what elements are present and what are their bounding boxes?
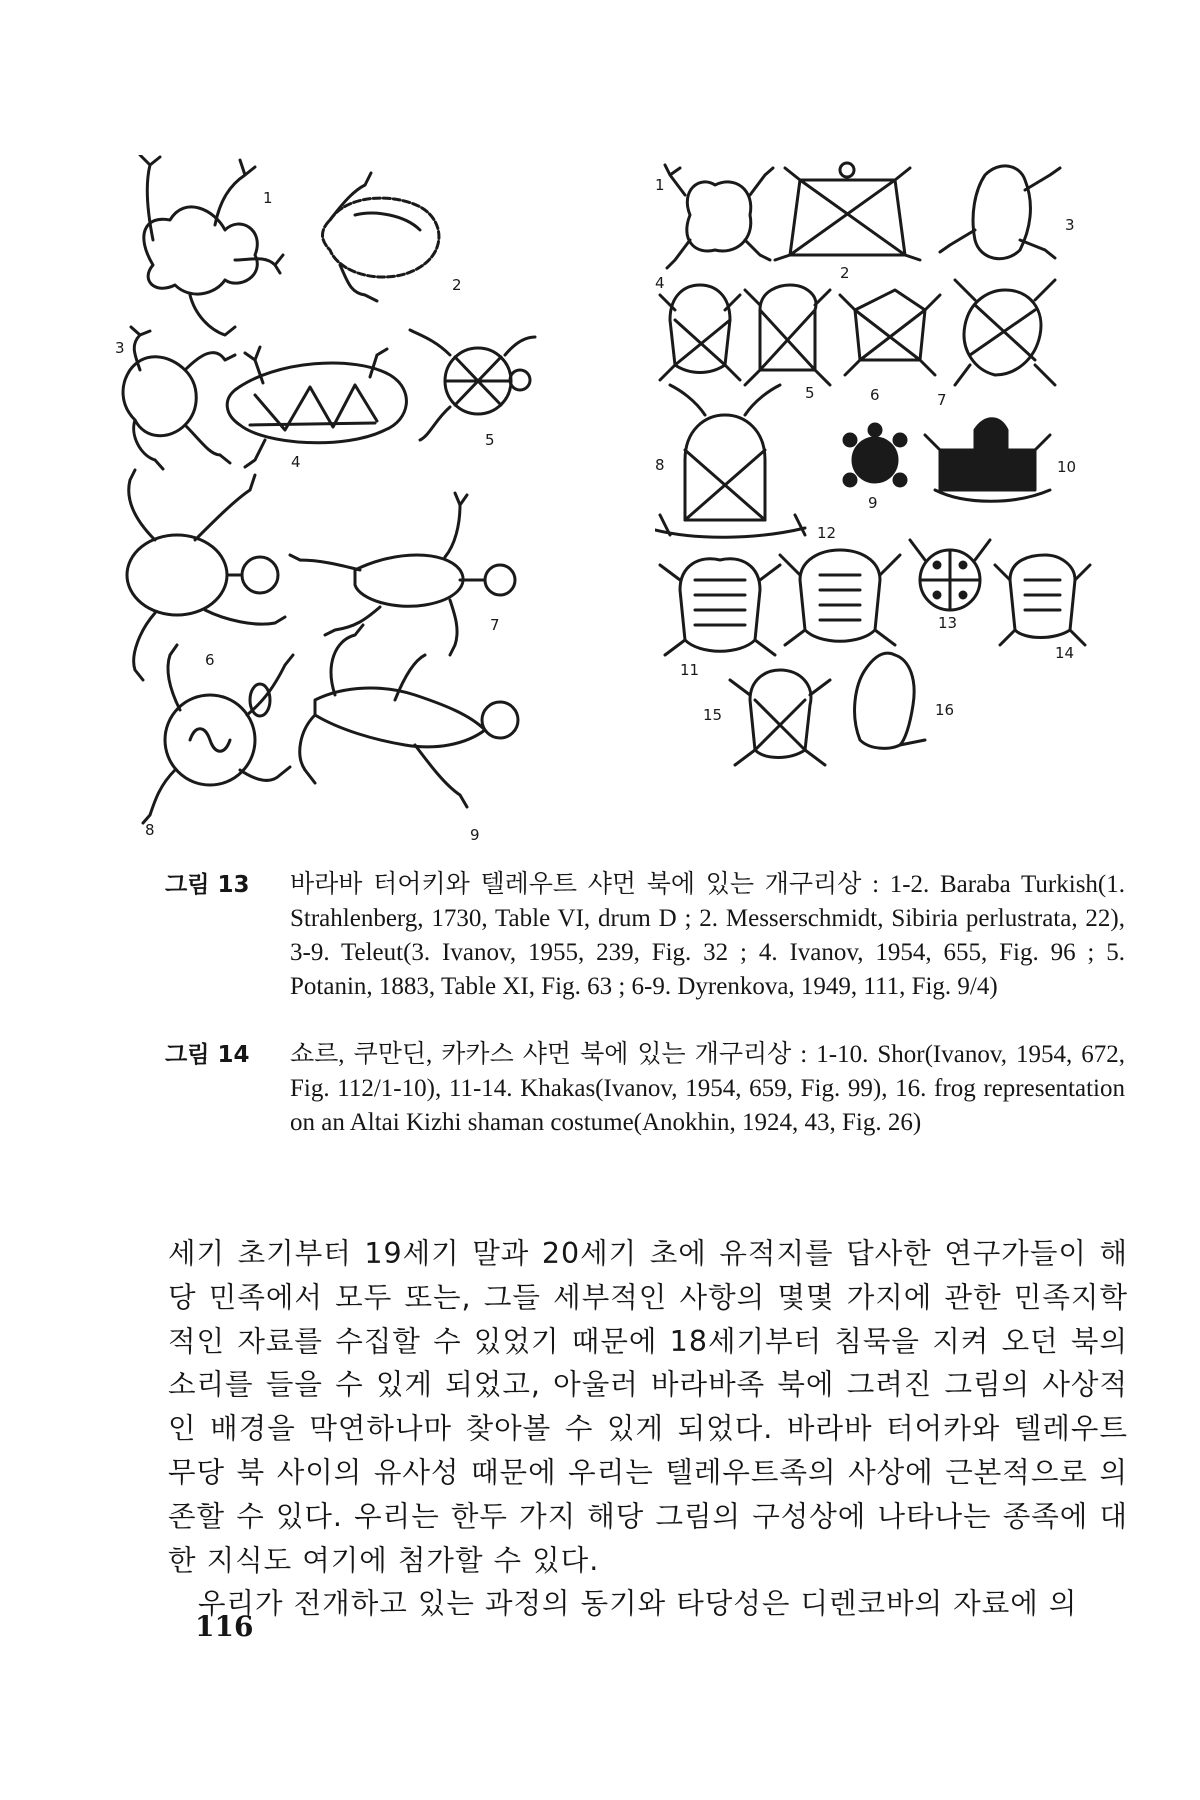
frog-drawing-7 bbox=[290, 493, 515, 655]
body-paragraph: 세기 초기부터 19세기 말과 20세기 초에 유적지를 답사한 연구가들이 해당 민족에서 모두 또는, 그들 세부적인 사항의 몇몇 가지에 관한 민족지학적인 자료를 수집할 수 있었기 때문에 18세기부터 침묵을 지켜 오던 북의 소리를 들을 수 있게 되었고, 아울러 바라바족 북에 그려진 그림의 사상적인 배경을 막연하나마 찾아볼 수 있게 되었다. 바라바 터어카와 텔레우트 무당 북 사이의 유사성 때문에 우리는 텔레우트족의 사상에 근본적으로 의존할 수 있다. 우리는 한두 가지 해당 그림의 구성상에 나타나는 종족에 대한 지식도 여기에 첨가할 수 있다. bbox=[168, 1237, 1128, 1577]
figure-13-number: 7 bbox=[490, 616, 500, 634]
figure-13-number: 5 bbox=[485, 431, 495, 449]
figure-14-drawings bbox=[655, 160, 1145, 840]
frog-drawing-5 bbox=[410, 330, 535, 440]
frog-drawing-2 bbox=[323, 173, 439, 301]
figure-13-number: 4 bbox=[291, 453, 301, 471]
frog-drawing-7 bbox=[955, 280, 1055, 385]
figure-caption-14 bbox=[165, 1038, 1125, 1140]
frog-drawing-2 bbox=[775, 163, 920, 260]
figure-caption-13 bbox=[165, 868, 1125, 1004]
figure-14-number: 6 bbox=[870, 386, 880, 404]
figure-14-number: 16 bbox=[935, 701, 955, 719]
figure-14-number: 2 bbox=[840, 264, 850, 282]
figure-label-13: 그림 13 bbox=[165, 872, 250, 898]
figure-14-number: 3 bbox=[1065, 216, 1075, 234]
frog-drawing-4 bbox=[227, 347, 406, 467]
frog-drawing-15 bbox=[730, 670, 830, 765]
figure-13-number: 2 bbox=[452, 276, 462, 294]
figure-14-number: 13 bbox=[938, 614, 958, 632]
figure-14-number: 4 bbox=[655, 274, 665, 292]
frog-drawing-11 bbox=[660, 559, 780, 655]
body-text bbox=[168, 1232, 1128, 1626]
figure-caption-text: 바라바 터어키와 텔레우트 샤먼 북에 있는 개구리상 : 1-2. Baraba Turkish(1. Strahlenberg, 1730, Table VI, drum D ; 2. Messerschmidt, Sibiria perlustrata, 22), 3-9. Teleut(3. Ivanov, 1955, 239, Fig. 32 ; 4. Ivanov, 1954, 655, Fig. 96 ; 5. Potanin, 1883, Table XI, Fig. 63 ; 6-9. Dyrenkova, 1949, 111, Fig. 9/4) bbox=[290, 871, 1125, 1000]
frog-drawing-6 bbox=[840, 290, 940, 375]
frog-drawing-13 bbox=[910, 540, 990, 610]
frog-drawing-16 bbox=[855, 653, 925, 748]
body-paragraph: 우리가 전개하고 있는 과정의 동기와 타당성은 디렌코바의 자료에 의 bbox=[198, 1587, 1078, 1621]
figure-14-number: 11 bbox=[680, 661, 700, 679]
frog-drawing-9 bbox=[844, 424, 906, 486]
frog-drawing-8 bbox=[655, 385, 805, 537]
figure-14-number: 7 bbox=[937, 391, 947, 409]
frog-drawing-8 bbox=[143, 645, 293, 823]
figure-14-number: 10 bbox=[1057, 458, 1077, 476]
figure-13-drawings bbox=[115, 155, 580, 855]
frog-drawing-1 bbox=[140, 155, 283, 335]
figure-14-svg bbox=[655, 160, 1145, 840]
figure-14-number: 15 bbox=[703, 706, 723, 724]
figure-14-number: 9 bbox=[868, 494, 878, 512]
figure-caption-text: 쇼르, 쿠만딘, 카카스 샤먼 북에 있는 개구리상 : 1-10. Shor(Ivanov, 1954, 672, Fig. 112/1-10), 11-14. Khakas(Ivanov, 1954, 659, Fig. 99), 16. frog representation on an Altai Kizhi shaman costume(Anokhin, 1924, 43, Fig. 26) bbox=[290, 1041, 1125, 1136]
frog-drawing-3 bbox=[123, 327, 235, 469]
frog-drawing-9 bbox=[300, 625, 518, 807]
frog-drawing-12 bbox=[780, 550, 900, 645]
figure-13-number: 6 bbox=[205, 651, 215, 669]
frog-drawing-4 bbox=[660, 285, 740, 380]
frog-drawing-10 bbox=[925, 419, 1050, 502]
frog-drawing-1 bbox=[665, 165, 773, 268]
figure-label-14: 그림 14 bbox=[165, 1042, 250, 1068]
figure-13-number: 3 bbox=[115, 339, 125, 357]
figure-14-number: 5 bbox=[805, 384, 815, 402]
figure-14-number: 8 bbox=[655, 456, 665, 474]
figure-13-svg bbox=[115, 155, 580, 855]
figure-13-number: 9 bbox=[470, 826, 480, 844]
figure-13-number: 1 bbox=[263, 189, 273, 207]
frog-drawing-3 bbox=[940, 166, 1060, 259]
figure-14-number: 12 bbox=[817, 524, 837, 542]
frog-drawing-5 bbox=[745, 285, 830, 385]
figure-14-number: 14 bbox=[1055, 644, 1075, 662]
frog-drawing-14 bbox=[995, 555, 1090, 645]
page-number: 116 bbox=[195, 1610, 254, 1643]
figure-13-number: 8 bbox=[145, 821, 155, 839]
frog-drawing-6 bbox=[127, 470, 285, 680]
figure-14-number: 1 bbox=[655, 176, 665, 194]
